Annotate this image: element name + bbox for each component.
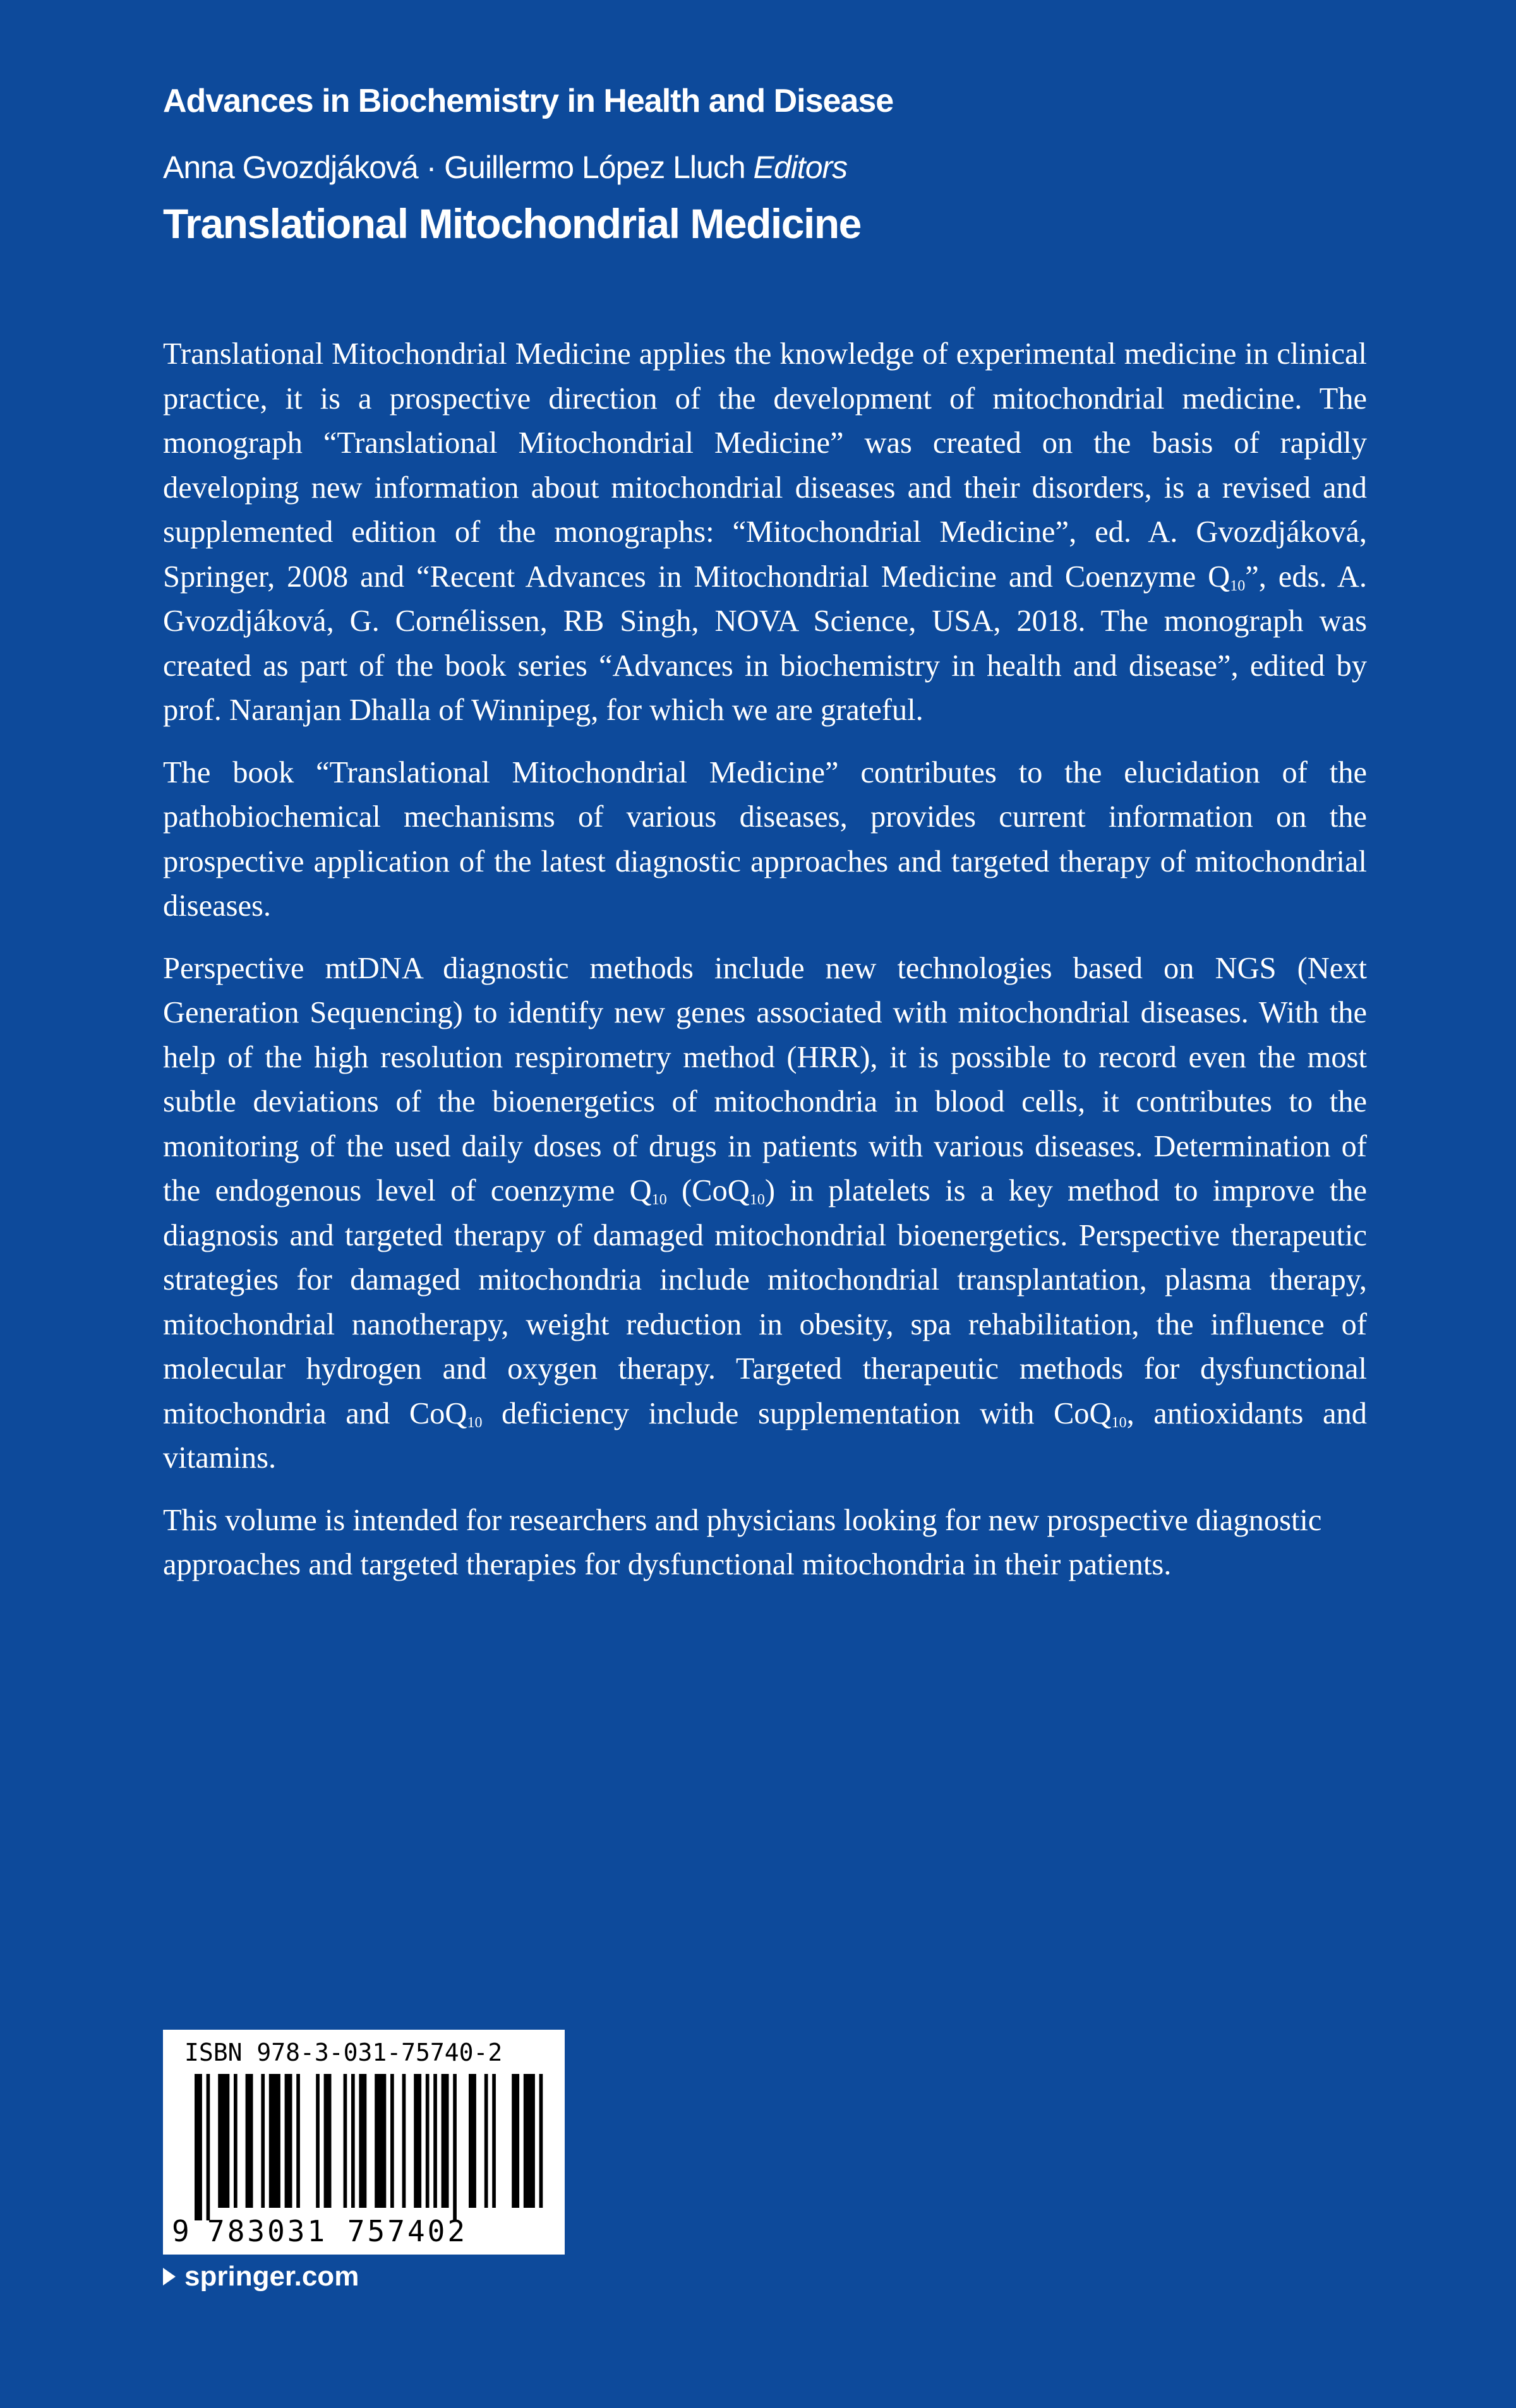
- editors-line: [163, 149, 847, 186]
- subscript: 10: [749, 1192, 765, 1208]
- blurb-p3-text-c: ) in platelets is a key method to improve the diagnosis and targeted therapy of damaged mitochondrial bioenergetics. Perspective therapeutic strategies for damaged mitochondria include mitochondrial transplantation, plasma therapy, mitochondrial nanotherapy, weight reduction in obesity, spa rehabilitation, the influence of molecular hydrogen and oxygen therapy. Targeted therapeutic methods for dysfunctional mitochondria and CoQ: [163, 1174, 1368, 1430]
- series-title: Advances in Biochemistry in Health and Disease: [163, 83, 894, 119]
- blurb-p3-text-d: deficiency include supplementation with CoQ: [482, 1396, 1112, 1430]
- subscript: 10: [1230, 577, 1246, 594]
- barcode-bars: [195, 2074, 548, 2220]
- subscript: 10: [467, 1414, 483, 1431]
- blurb-paragraph-3: [163, 947, 1367, 1481]
- subscript: 10: [1111, 1414, 1127, 1431]
- play-arrow-icon: [163, 2268, 176, 2285]
- blurb-p3-text-a: Perspective mtDNA diagnostic methods include new technologies based on NGS (Next Generation Sequencing) to identify new genes associated with mitochondrial diseases. With the help of the high resolution respirometry method (HRR), it is possible to record even the most subtle deviations of the bioenergetics of mitochondria in blood cells, it contributes to the monitoring of the used daily doses of drugs in patients with various diseases. Determination of the endogenous level of coenzyme Q: [163, 951, 1367, 1207]
- blurb-paragraph-2: The book “Translational Mitochondrial Medicine” contributes to the elucidation of the pathobiochemical mechanisms of various diseases, provides current information on the prospective application of the latest diagnostic approaches and targeted therapy of mitochondrial diseases.: [163, 755, 1367, 923]
- subscript: 10: [651, 1192, 667, 1208]
- editor-names: Anna Gvozdjáková · Guillermo López Lluch: [163, 150, 745, 185]
- blurb-paragraph-1: [163, 332, 1367, 733]
- isbn-label: ISBN 978-3-031-75740-2: [184, 2039, 503, 2066]
- ean-first-digit: 9: [172, 2214, 190, 2248]
- blurb-p1-text-b: ”, eds. A. Gvozdjáková, G. Cornélissen, RB Singh, NOVA Science, USA, 2018. The monograph was created as part of the book series “Advances in biochemistry in health and disease”, edited by prof. Naranjan Dhalla of Winnipeg, for which we are grateful.: [163, 560, 1367, 727]
- blurb: [163, 332, 1367, 1605]
- publisher-url: springer.com: [184, 2261, 359, 2292]
- blurb-p3-text-b: (CoQ: [666, 1174, 750, 1207]
- ean-digits: 783031 757402: [207, 2214, 468, 2248]
- publisher-link[interactable]: [163, 2261, 359, 2292]
- editors-role: Editors: [753, 150, 848, 185]
- blurb-p3-text-e: , antioxidants and vitamins.: [163, 1396, 1367, 1475]
- blurb-paragraph-4: This volume is intended for researchers and physicians looking for new prospective diagnostic approaches and targeted therapies for dysfunctional mitochondria in their patients.: [163, 1503, 1322, 1581]
- book-title: Translational Mitochondrial Medicine: [163, 200, 861, 247]
- blurb-p1-text-a: Translational Mitochondrial Medicine applies the knowledge of experimental medicine in clinical practice, it is a prospective direction of the development of mitochondrial medicine. The monograph “Translational Mitochondrial Medicine” was created on the basis of rapidly developing new information about mitochondrial diseases and their disorders, is a revised and supplemented edition of the monographs: “Mitochondrial Medicine”, ed. A. Gvozdjáková, Springer, 2008 and “Recent Advances in Mitochondrial Medicine and Coenzyme Q: [163, 337, 1367, 594]
- isbn-barcode: [163, 2030, 565, 2255]
